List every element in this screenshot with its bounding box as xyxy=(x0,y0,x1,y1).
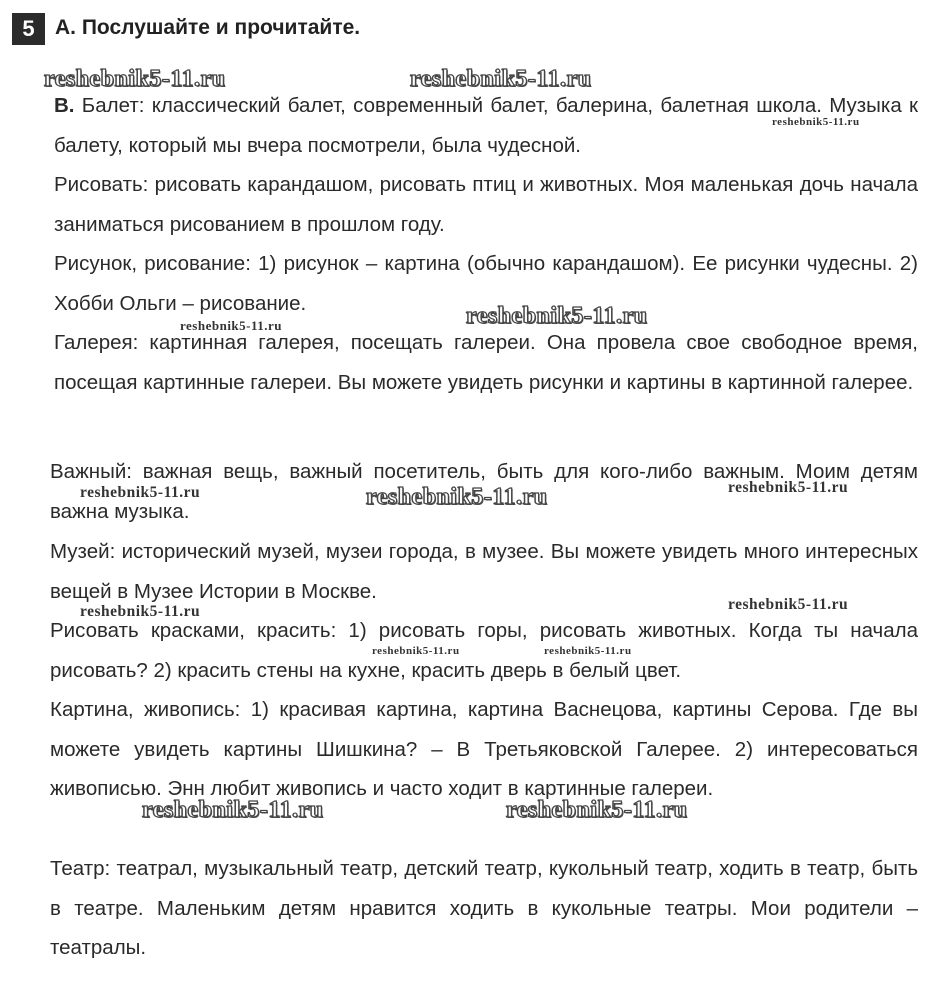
watermark: reshebnik5-11.ru xyxy=(180,318,283,333)
watermark: reshebnik5-11.ru xyxy=(80,484,201,501)
paragraph-draw: Рисовать: рисовать карандашом, рисовать птиц и животных. Моя маленькая дочь начала заниматься рисованием в прошлом году. xyxy=(54,173,918,236)
watermark: reshebnik5-11.ru xyxy=(728,479,849,496)
paragraph-drawing: Рисунок, рисование: 1) рисунок – картина (обычно карандашом). Ее рисунки чудесны. 2) Хобби Ольги – рисование. xyxy=(54,252,918,315)
watermark: reshebnik5-11.ru xyxy=(506,797,688,823)
watermark: reshebnik5-11.ru xyxy=(372,645,460,657)
watermark: reshebnik5-11.ru xyxy=(80,603,201,620)
paragraph-painting: Картина, живопись: 1) красивая картина, картина Васнецова, картины Серова. Где вы можете увидеть картины Шишкина? – В Третьяковской Галерее. 2) интересоваться живописью. Энн любит живопись и часто ходит в картинные галереи. xyxy=(50,698,918,800)
paragraph-theatre: Театр: театрал, музыкальный театр, детский театр, кукольный театр, ходить в театр, быть в театре. Маленьким детям нравится ходить в кукольные театры. Мои родители – театралы. xyxy=(50,857,918,959)
paragraph-gallery: Галерея: картинная галерея, посещать галереи. Она провела свое свободное время, посещая картинные галереи. Вы можете увидеть рисунки и картины в картинной галерее. xyxy=(54,331,918,394)
section-label-b: В. xyxy=(54,94,75,117)
watermark: reshebnik5-11.ru xyxy=(772,116,860,128)
paragraph-paint: Рисовать красками, красить: 1) рисовать горы, рисовать животных. Когда ты начала рисовать? 2) красить стены на кухне, красить дверь в белый цвет. xyxy=(50,619,918,682)
watermark: reshebnik5-11.ru xyxy=(366,484,548,510)
paragraph-important: Важный: важная вещь, важный посетитель, быть для кого-либо важным. Моим детям важна музыка. xyxy=(50,460,918,523)
watermark: reshebnik5-11.ru xyxy=(466,303,648,329)
paragraph-ballet xyxy=(54,86,918,165)
paragraph-museum: Музей: исторический музей, музеи города, в музее. Вы можете увидеть много интересных вещей в Музее Истории в Москве. xyxy=(50,540,918,603)
watermark: reshebnik5-11.ru xyxy=(728,596,849,613)
exercise-title: А. Послушайте и прочитайте. xyxy=(55,16,361,39)
watermark: reshebnik5-11.ru xyxy=(544,645,632,657)
exercise-number-badge: 5 xyxy=(12,13,45,45)
paragraph-ballet-text: Балет: классический балет, современный балет, балерина, балетная школа. Музыка к балету, который мы вчера посмотрели, была чудесной. xyxy=(54,94,918,157)
watermark: reshebnik5-11.ru xyxy=(142,797,324,823)
watermark: reshebnik5-11.ru xyxy=(410,66,592,92)
watermark: reshebnik5-11.ru xyxy=(44,66,226,92)
